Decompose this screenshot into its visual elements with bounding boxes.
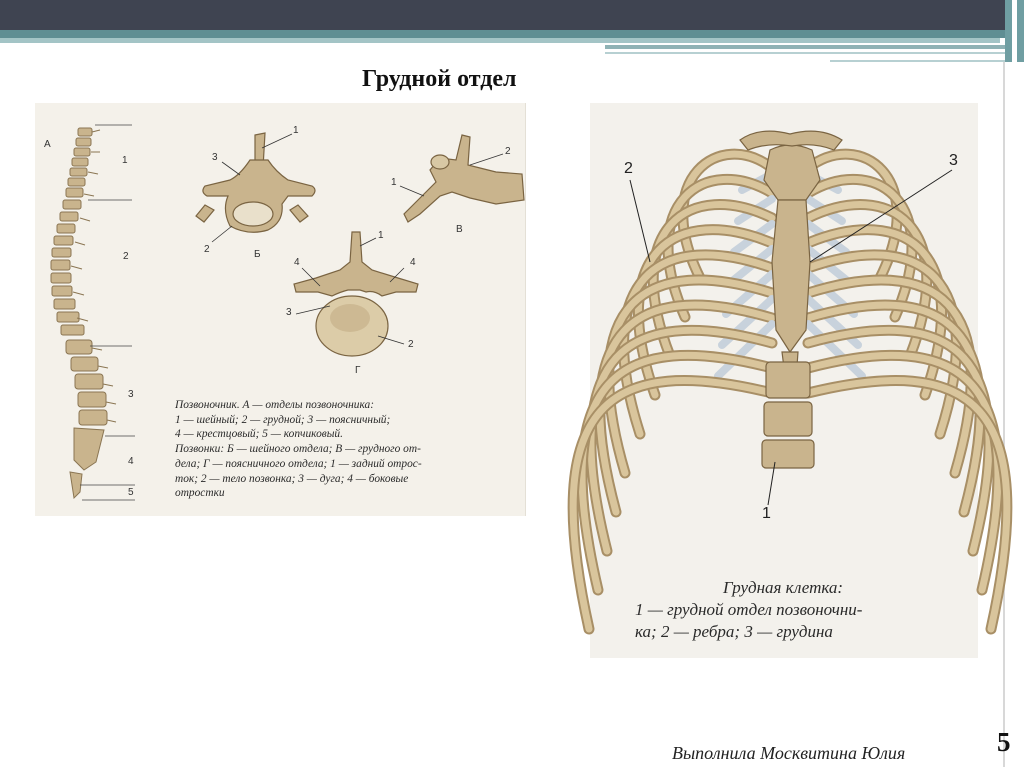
spine-label-3: 3 xyxy=(128,389,134,400)
slide-title: Грудной отдел xyxy=(362,66,517,92)
callout-g-2: 2 xyxy=(408,339,414,350)
spine-label-4: 4 xyxy=(128,456,134,467)
page-number: 5 xyxy=(997,727,1011,757)
callout-g-1: 1 xyxy=(378,230,384,241)
marker-a: А xyxy=(44,139,51,150)
callout-spine-1: 1 xyxy=(762,505,771,522)
callout-sternum-3: 3 xyxy=(949,152,958,169)
caption-line: 1 — грудной отдел позвоночни- xyxy=(635,600,863,619)
spine-label-5: 5 xyxy=(128,487,134,498)
callout-v-2: 2 xyxy=(505,146,511,157)
caption-line: Позвонки: Б — шейного отдела; В — грудного от- xyxy=(175,443,421,456)
spine-label-2: 2 xyxy=(123,251,129,262)
callout-b-3: 3 xyxy=(212,152,218,163)
callout-g-4-right: 4 xyxy=(410,257,416,268)
marker-v: В xyxy=(456,224,463,235)
author-credit: Выполнила Москвитина Юлия xyxy=(672,743,906,763)
callout-b-2: 2 xyxy=(204,244,210,255)
caption-line: 1 — шейный; 2 — грудной; 3 — поясничный; xyxy=(175,413,391,426)
rib-cage-spine xyxy=(762,362,814,468)
callout-v-1: 1 xyxy=(391,177,397,188)
marker-b: Б xyxy=(254,249,261,260)
marker-g: Г xyxy=(355,365,361,376)
callout-ribs-2: 2 xyxy=(624,160,633,177)
caption-line: 4 — крестцовый; 5 — копчиковый. xyxy=(175,428,343,441)
callout-g-3: 3 xyxy=(286,307,292,318)
caption-line: ка; 2 — ребра; 3 — грудина xyxy=(635,622,833,641)
caption-line: отростки xyxy=(175,487,225,500)
caption-line: дела; Г — поясничного отдела; 1 — задний отрос- xyxy=(175,457,422,470)
caption-line: ток; 2 — тело позвонка; 3 — дуга; 4 — боковые xyxy=(175,472,409,485)
rib-cage-caption xyxy=(635,577,965,643)
caption-heading: Грудная клетка: xyxy=(723,578,844,597)
spine-label-1: 1 xyxy=(122,155,128,166)
callout-b-1: 1 xyxy=(293,125,299,136)
caption-line: Позвоночник. А — отделы позвоночника: xyxy=(175,399,375,411)
callout-g-4-left: 4 xyxy=(294,257,300,268)
